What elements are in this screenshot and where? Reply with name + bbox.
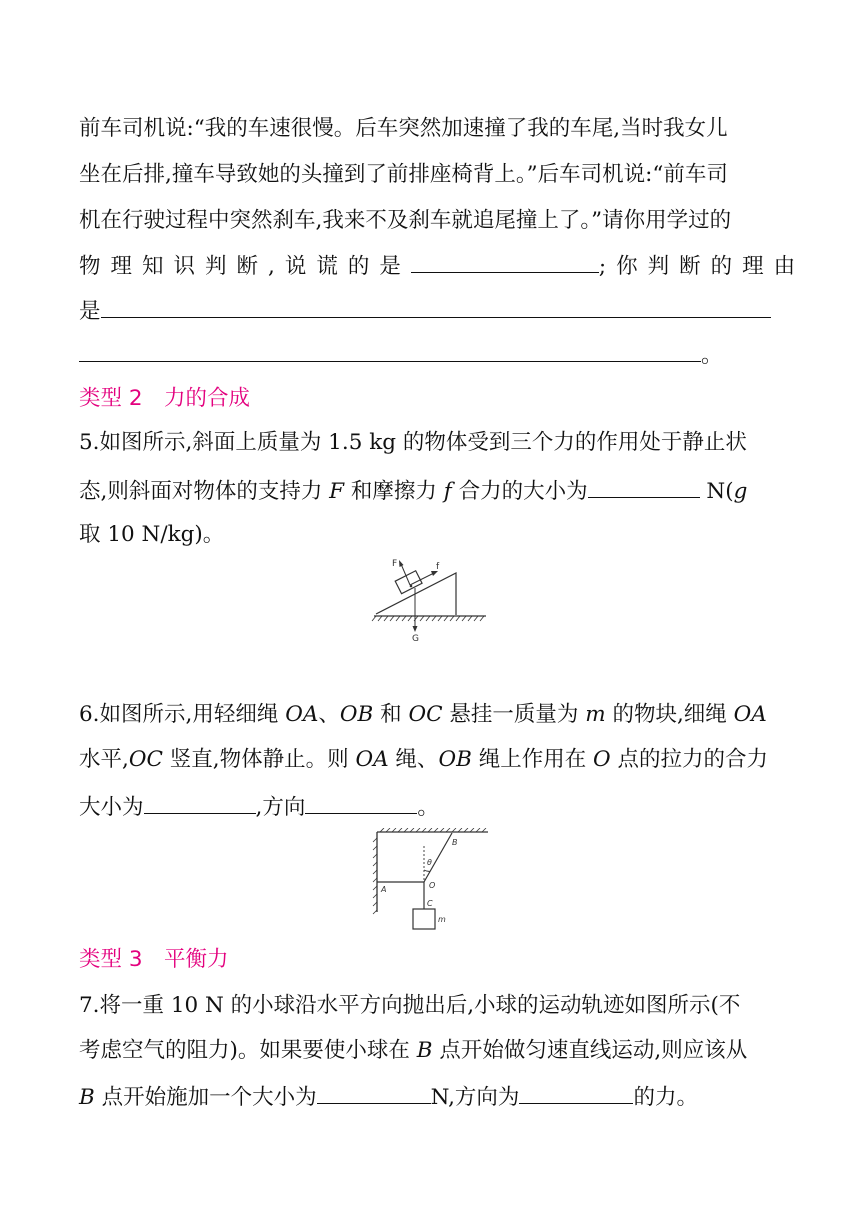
q4-line-3: 机在行驶过程中突然刹车,我来不及刹车就追尾撞上了。”请你用学过的 [79, 208, 732, 233]
section-heading-3: 类型 3 平衡力 [79, 947, 229, 972]
mass-m-label: m [438, 915, 446, 924]
q4-line-1: 前车司机说:“我的车速很慢。后车突然加速撞了我的车尾,当时我女儿 [79, 116, 728, 141]
q4-line-5: 是 [79, 295, 771, 327]
q6-line-1: 6.如图所示,用轻细绳 OA、OB 和 OC 悬挂一质量为 m 的物块,细绳 OA [79, 702, 767, 727]
q5-line-1: 5.如图所示,斜面上质量为 1.5 kg 的物体受到三个力的作用处于静止状 [79, 430, 747, 455]
reason-answer-blank-1[interactable] [101, 295, 771, 318]
section-heading-2: 类型 2 力的合成 [79, 386, 251, 411]
q7-line-3: B 点开始施加一个大小为 N,方向为 的力。 [79, 1081, 698, 1113]
force-direction-blank[interactable] [519, 1081, 633, 1104]
q4-line-4: 物理知识判断,说谎的是 ;你判断的理由 [79, 250, 805, 282]
q5-line-3: 取 10 N/kg)。 [79, 522, 225, 547]
q4-line-6: 。 [79, 339, 723, 371]
angle-theta-label: θ [427, 858, 432, 867]
point-C-label: C [427, 899, 433, 908]
force-f-label: f [436, 562, 440, 572]
q6-line-2: 水平,OC 竖直,物体静止。则 OA 绳、OB 绳上作用在 O 点的拉力的合力 [79, 747, 769, 772]
q6-line-3: 大小为 ,方向 。 [79, 791, 439, 823]
incline-figure [368, 552, 492, 644]
point-B-label: B [452, 838, 458, 847]
q7-line-1: 7.将一重 10 N 的小球沿水平方向抛出后,小球的运动轨迹如图所示(不 [79, 993, 741, 1018]
direction-blank[interactable] [305, 791, 417, 814]
point-O-label: O [429, 881, 436, 890]
liar-answer-blank[interactable] [411, 250, 599, 273]
q4-line-2: 坐在后排,撞车导致她的头撞到了前排座椅背上。”后车司机说:“前车司 [79, 162, 728, 187]
rope-figure [372, 828, 492, 934]
reason-answer-blank-2[interactable] [79, 339, 701, 362]
resultant-force-blank[interactable] [588, 475, 700, 498]
magnitude-blank[interactable] [144, 791, 256, 814]
q7-line-2: 考虑空气的阻力)。如果要使小球在 B 点开始做匀速直线运动,则应该从 [79, 1038, 748, 1063]
force-F-label: F [392, 559, 398, 569]
q5-line-2: 态,则斜面对物体的支持力 F 和摩擦力 f 合力的大小为 N(g [79, 475, 747, 507]
force-G-label: G [412, 634, 419, 644]
point-A-label: A [381, 885, 387, 894]
force-magnitude-blank[interactable] [317, 1081, 431, 1104]
